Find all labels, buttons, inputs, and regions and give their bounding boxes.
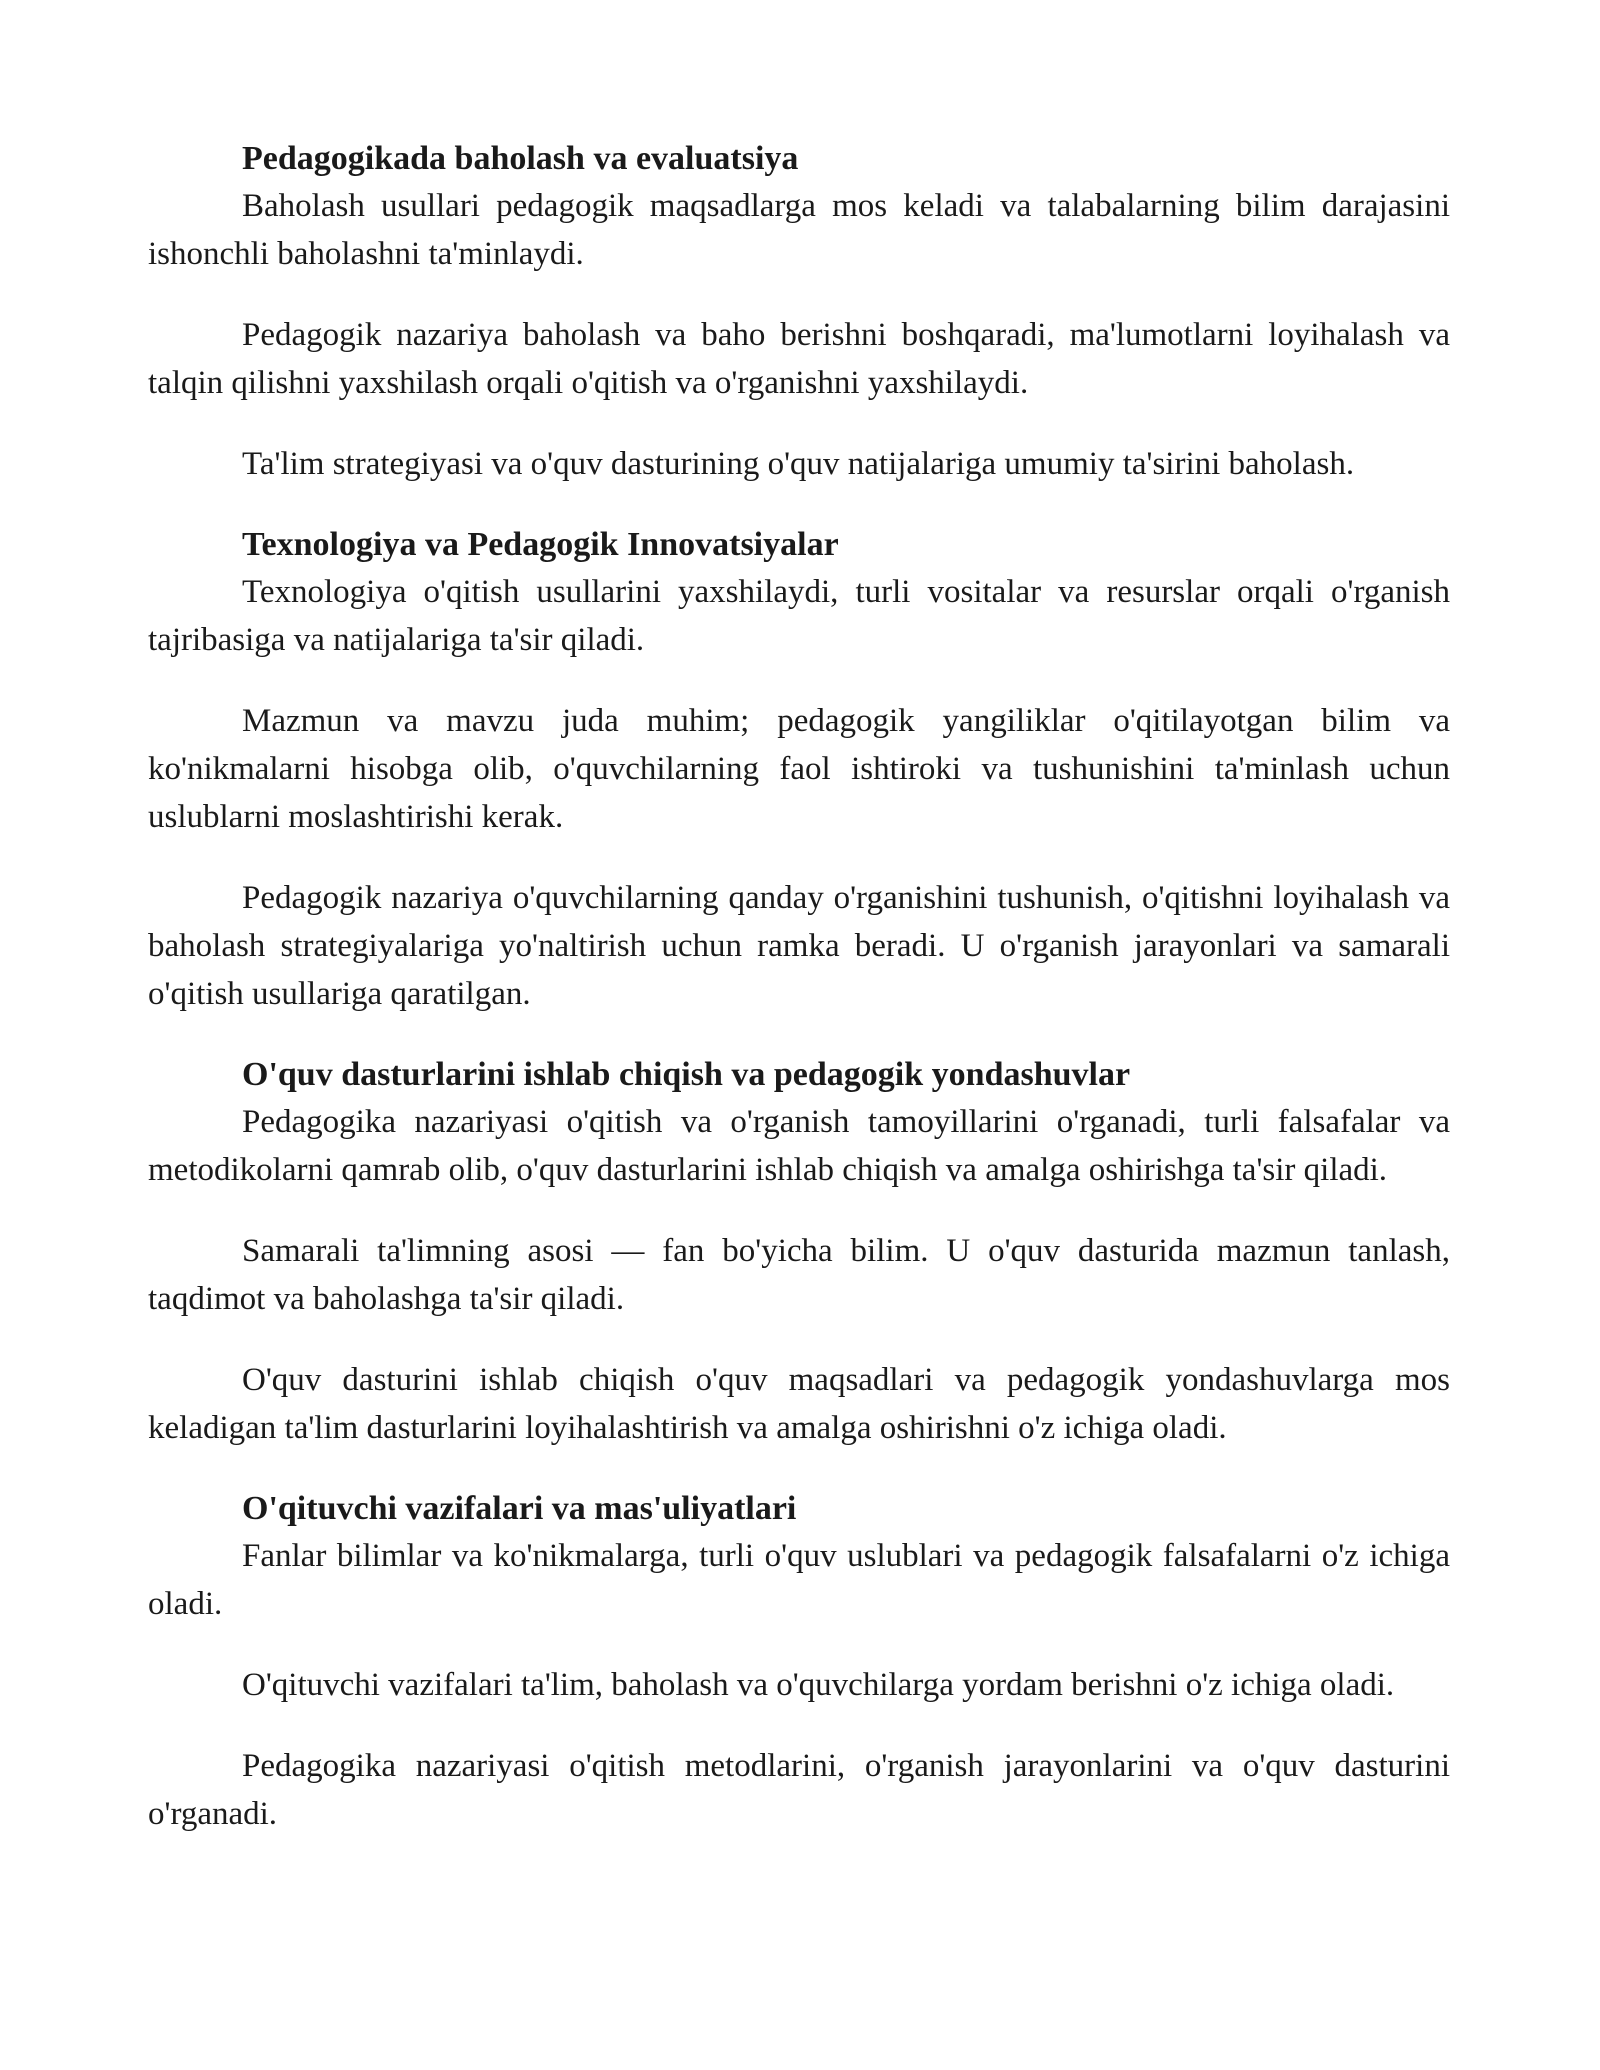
- paragraph: Baholash usullari pedagogik maqsadlarga mos keladi va talabalarning bilim darajasini ishonchli baholashni ta'minlaydi.: [148, 188, 1450, 272]
- paragraph: Pedagogika nazariyasi o'qitish metodlarini, o'rganish jarayonlarini va o'quv dasturini o'rganadi.: [148, 1748, 1450, 1832]
- paragraph: O'quv dasturini ishlab chiqish o'quv maqsadlari va pedagogik yondashuvlarga mos keladigan ta'lim dasturlarini loyihalashtirish va amalga oshirishni o'z ichiga oladi.: [148, 1362, 1450, 1446]
- section-heading: O'quv dasturlarini ishlab chiqish va pedagogik yondashuvlar: [242, 1056, 1131, 1093]
- paragraph: Texnologiya o'qitish usullarini yaxshilaydi, turli vositalar va resurslar orqali o'rganish tajribasiga va natijalariga ta'sir qiladi.: [148, 574, 1450, 658]
- section-teacher-duties: [148, 1486, 1450, 1838]
- section-assessment: [148, 136, 1450, 488]
- section-heading: O'qituvchi vazifalari va mas'uliyatlari: [242, 1490, 797, 1527]
- paragraph: Fanlar bilimlar va ko'nikmalarga, turli o'quv uslublari va pedagogik falsafalarni o'z ichiga oladi.: [148, 1538, 1450, 1622]
- document-page: [148, 136, 1450, 1838]
- paragraph: Pedagogika nazariyasi o'qitish va o'rganish tamoyillarini o'rganadi, turli falsafalar va metodikolarni qamrab olib, o'quv dasturlarini ishlab chiqish va amalga oshirishga ta'sir qiladi.: [148, 1104, 1450, 1188]
- section-curriculum: [148, 1052, 1450, 1452]
- paragraph: Pedagogik nazariya o'quvchilarning qanday o'rganishini tushunish, o'qitishni loyihalash va baholash strategiyalariga yo'naltirish uchun ramka beradi. U o'rganish jarayonlari va samarali o'qitish usullariga qaratilgan.: [148, 880, 1450, 1012]
- section-heading: Texnologiya va Pedagogik Innovatsiyalar: [242, 526, 839, 563]
- paragraph: Samarali ta'limning asosi — fan bo'yicha bilim. U o'quv dasturida mazmun tanlash, taqdimot va baholashga ta'sir qiladi.: [148, 1233, 1450, 1317]
- section-heading: Pedagogikada baholash va evaluatsiya: [242, 140, 799, 177]
- paragraph: Mazmun va mavzu juda muhim; pedagogik yangiliklar o'qitilayotgan bilim va ko'nikmalarni hisobga olib, o'quvchilarning faol ishtiroki va tushunishini ta'minlash uchun uslublarni moslashtirishi kerak.: [148, 703, 1450, 835]
- paragraph: O'qituvchi vazifalari ta'lim, baholash va o'quvchilarga yordam berishni o'z ichiga oladi.: [242, 1667, 1395, 1703]
- section-technology: [148, 522, 1450, 1018]
- paragraph: Ta'lim strategiyasi va o'quv dasturining o'quv natijalariga umumiy ta'sirini baholash.: [242, 446, 1355, 482]
- paragraph: Pedagogik nazariya baholash va baho berishni boshqaradi, ma'lumotlarni loyihalash va talqin qilishni yaxshilash orqali o'qitish va o'rganishni yaxshilaydi.: [148, 317, 1450, 401]
